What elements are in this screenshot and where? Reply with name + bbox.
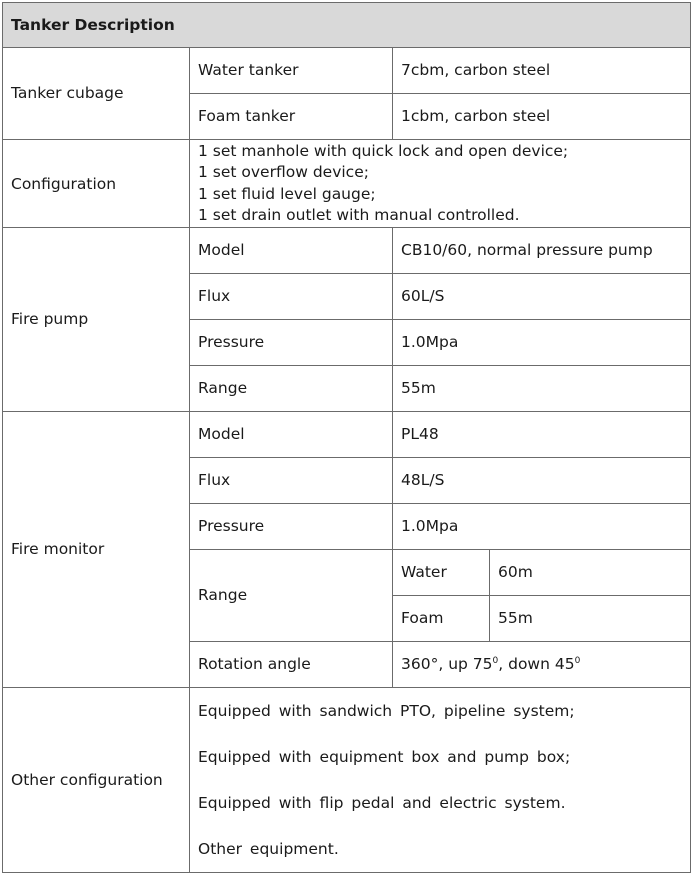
item-label: Model: [190, 228, 393, 274]
item-label: Flux: [190, 458, 393, 504]
sub-item-value: 60m: [490, 550, 691, 596]
section-label-fire-pump: Fire pump: [3, 228, 190, 412]
table-row: [3, 140, 691, 228]
tanker-spec-table: [2, 2, 691, 873]
sub-item-value: 55m: [490, 596, 691, 642]
list-item: 1 set drain outlet with manual controlled.: [198, 206, 520, 224]
item-label: Model: [190, 412, 393, 458]
table-row: [3, 688, 691, 873]
list-item: 1 set manhole with quick lock and open device;: [198, 141, 569, 160]
list-item: Equipped with equipment box and pump box;: [198, 748, 571, 766]
item-value: 48L/S: [393, 458, 691, 504]
item-value: 1cbm, carbon steel: [393, 94, 691, 140]
sub-item-label: Water: [393, 550, 490, 596]
section-label-fire-monitor: Fire monitor: [3, 412, 190, 688]
item-value: 1.0Mpa: [393, 320, 691, 366]
list-item: Equipped with flip pedal and electric system.: [198, 794, 566, 812]
table-row: [3, 228, 691, 274]
item-value: 55m: [393, 366, 691, 412]
section-label-configuration: Configuration: [3, 140, 190, 228]
configuration-list: [190, 140, 691, 228]
item-value: CB10/60, normal pressure pump: [393, 228, 691, 274]
rotation-text-b: , down 45: [498, 655, 575, 673]
list-item: Other equipment.: [198, 840, 339, 858]
item-label: Rotation angle: [190, 642, 393, 688]
item-value: [393, 642, 691, 688]
item-value: 7cbm, carbon steel: [393, 48, 691, 94]
item-label: Pressure: [190, 320, 393, 366]
item-label: Range: [190, 550, 393, 642]
other-configuration-list: [190, 688, 691, 873]
item-label: Pressure: [190, 504, 393, 550]
item-label: Range: [190, 366, 393, 412]
section-label-tanker-cubage: Tanker cubage: [3, 48, 190, 140]
rotation-sup-a: 0: [492, 656, 499, 666]
item-value: 60L/S: [393, 274, 691, 320]
section-label-other-configuration: Other configuration: [3, 688, 190, 873]
rotation-text-a: 360°, up 75: [401, 655, 493, 673]
sub-item-label: Foam: [393, 596, 490, 642]
rotation-sup-b: 0: [574, 656, 581, 666]
item-label: Flux: [190, 274, 393, 320]
table-row: [3, 412, 691, 458]
table-row: [3, 48, 691, 94]
list-item: 1 set overflow device;: [198, 163, 369, 181]
item-value: PL48: [393, 412, 691, 458]
list-item: Equipped with sandwich PTO, pipeline system;: [198, 702, 575, 720]
item-label: Foam tanker: [190, 94, 393, 140]
item-label: Water tanker: [190, 48, 393, 94]
list-item: 1 set fluid level gauge;: [198, 184, 376, 203]
header-row: [3, 3, 691, 48]
table-title: Tanker Description: [3, 3, 691, 48]
item-value: 1.0Mpa: [393, 504, 691, 550]
